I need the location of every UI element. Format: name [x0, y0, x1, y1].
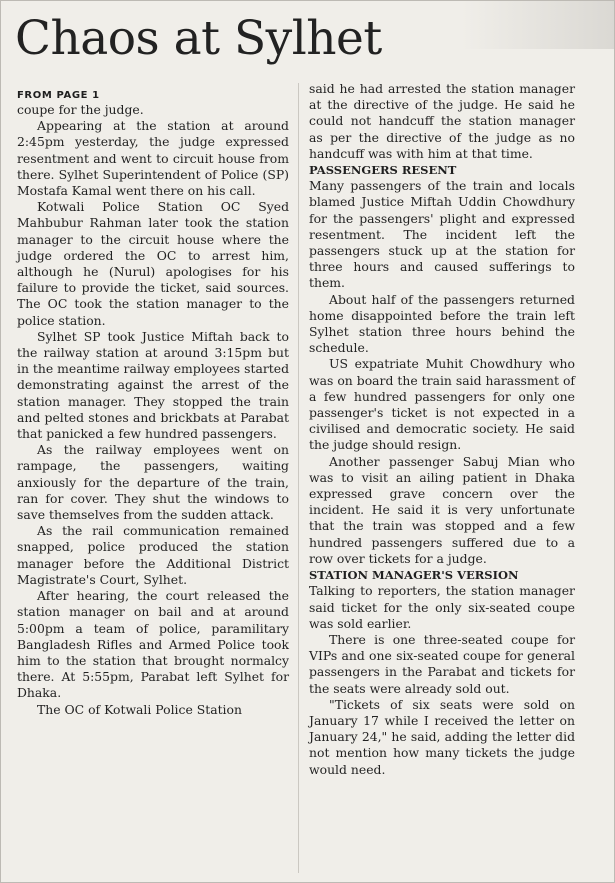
kicker-from-page-1: FROM PAGE 1 [17, 90, 100, 101]
paragraph: Kotwali Police Station OC Syed Mahbubur Rahman later took the station manager to the circuit house where the judge ordered the OC to arrest him, although he (Nurul) apologises for his failure to provide the ticket, said sources. The OC took the station manager to the police station. [17, 199, 289, 328]
subhead-passengers-resent: PASSENGERS RESENT [309, 163, 457, 178]
paragraph: There is one three-seated coupe for VIPs and one six-seated coupe for general passengers in the Parabat and tickets for the seats were already sold out. [309, 631, 575, 696]
headline: Chaos at Sylhet [15, 11, 382, 66]
paragraph: About half of the passengers returned home disappointed before the train left Sylhet station three hours behind the schedule. [309, 291, 575, 356]
adjacent-page-edge [461, 1, 615, 49]
paragraph: As the railway employees went on rampage, the passengers, waiting anxiously for the departure of the train, ran for cover. They shut the windows to save themselves from the sudden attack. [17, 442, 289, 523]
right-column-intro: said he had arrested the station manager at the directive of the judge. He said he could not handcuff the station manager as per the directive of the judge as no handcuff was with him at that time. [309, 81, 575, 161]
paragraph: After hearing, the court released the station manager on bail and at around 5:00pm a team of police, paramilitary Bangladesh Rifles and Armed Police took him to the station that brought normalcy there. At 5:55pm, Parabat left Sylhet for Dhaka. [17, 588, 289, 701]
paragraph: Appearing at the station at around 2:45pm yesterday, the judge expressed resentment and went to circuit house from there. Sylhet Superintendent of Police (SP) Mostafa Kamal went there on his call. [17, 118, 289, 199]
paragraph: Talking to reporters, the station manager said ticket for the only six-seated coupe was sold earlier. [309, 583, 575, 631]
subhead-station-manager-version: STATION MANAGER'S VERSION [309, 568, 519, 583]
left-column-paragraphs [17, 102, 289, 718]
paragraph: US expatriate Muhit Chowdhury who was on board the train said harassment of a few hundred passengers for only one passenger's ticket is not expected in a civilised and democratic society. He said the judge should resign. [309, 356, 575, 453]
paragraph: The OC of Kotwali Police Station [37, 701, 242, 717]
paragraph: Sylhet SP took Justice Miftah back to the railway station at around 3:15pm but in the meantime railway employees started demonstrating against the arrest of the station manager. They stopped the train and pelted stones and brickbats at Parabat that panicked a few hundred passengers. [17, 328, 289, 442]
paragraph: "Tickets of six seats were sold on January 17 while I received the letter on January 24," he said, adding the letter did not mention how many tickets the judge would need. [309, 696, 575, 777]
paragraph: coupe for the judge. [17, 102, 144, 117]
right-column [309, 81, 575, 778]
right-column-mid-paragraphs [309, 178, 575, 567]
paragraph: As the rail communication remained snapped, police produced the station manager before the Additional District Magistrate's Court, Sylhet. [17, 523, 289, 587]
paragraph: Another passenger Sabuj Mian who was to visit an ailing patient in Dhaka expressed grave concern over the incident. He said it is very unfortunate that the train was stopped and a few hundred passengers suffered due to a row over tickets for a judge. [309, 453, 575, 566]
right-column-end-paragraphs [309, 583, 575, 777]
column-divider [298, 83, 299, 873]
paragraph: Many passengers of the train and locals blamed Justice Miftah Uddin Chowdhury for the passengers' plight and expressed resentment. The incident left the passengers stuck up at the station for three hours and caused sufferings to them. [309, 178, 575, 291]
left-column [17, 89, 289, 718]
